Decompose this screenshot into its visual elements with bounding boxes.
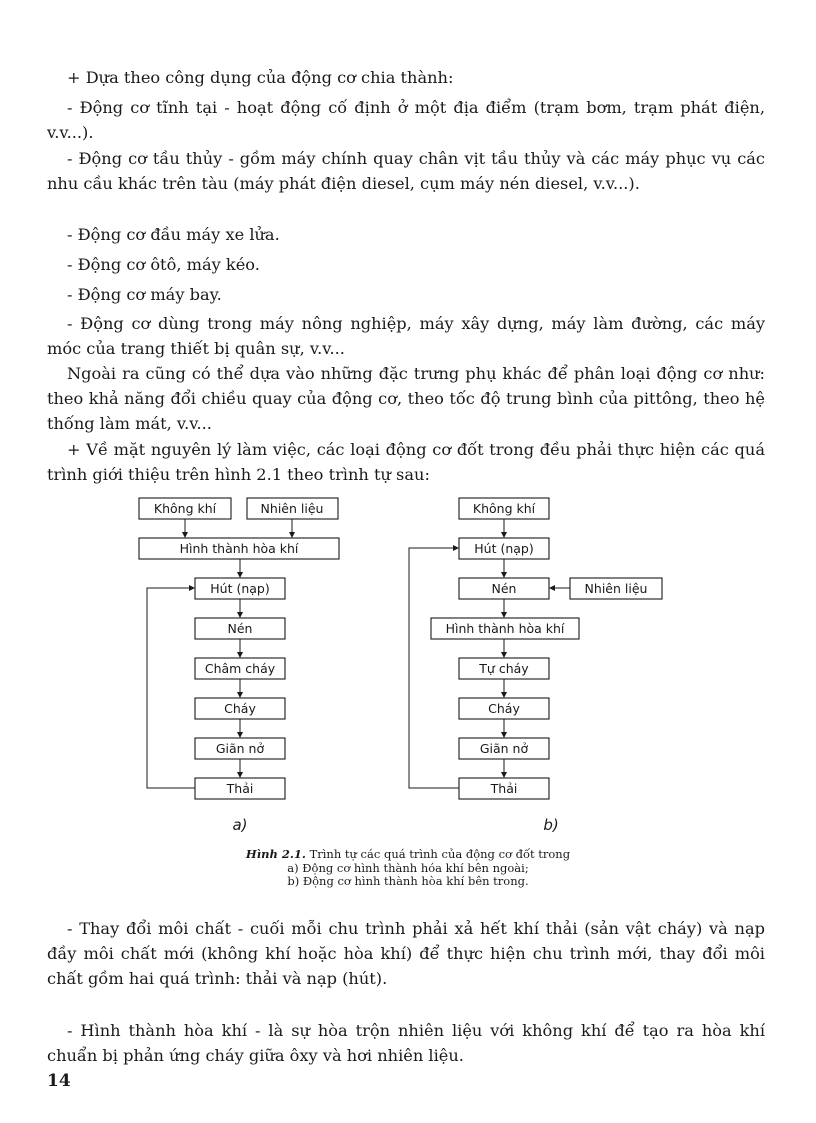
- paragraph-marine-engine: - Động cơ tầu thủy - gồm máy chính quay chân vịt tầu thủy và các máy phục vụ các nhu cầu khác trên tàu (máy phát điện diesel, cụm máy nén diesel, v.v...).: [47, 149, 765, 193]
- figure-2-1-diagram: [0, 490, 816, 840]
- paragraph-working-principle: + Về mặt nguyên lý làm việc, các loại động cơ đốt trong đều phải thực hiện các quá trình giới thiệu trên hình 2.1 theo trình tự sau:: [47, 440, 765, 484]
- a-label-ignition: Châm cháy: [204, 661, 276, 676]
- paragraph-usage-heading: + Dựa theo công dụng của động cơ chia thành:: [67, 68, 454, 87]
- b-label-expansion: Giãn nở: [479, 741, 529, 756]
- a-label-combustion: Cháy: [224, 701, 256, 716]
- paragraph-locomotive-engine: - Động cơ đầu máy xe lửa.: [67, 225, 280, 244]
- b-label-exhaust: Thải: [490, 781, 518, 796]
- diagram-b-label: b): [543, 816, 559, 834]
- caption-figure-number: Hình 2.1.: [245, 847, 306, 861]
- caption-text: Trình tự các quá trình của động cơ đốt trong: [309, 847, 571, 861]
- paragraph-other-classification: Ngoài ra cũng có thể dựa vào những đặc trưng phụ khác để phân loại động cơ như: theo khả năng đổi chiều quay của động cơ, theo tốc độ trung bình của pittông, theo hệ thống làm mát, v.v...: [47, 364, 765, 433]
- paragraph-mixture-formation: - Hình thành hòa khí - là sự hòa trộn nhiên liệu với không khí để tạo ra hòa khí chuẩn bị phản ứng cháy giữa ôxy và hơi nhiên liệu.: [47, 1021, 765, 1065]
- caption-line-a: a) Động cơ hình thành hóa khí bên ngoài;: [287, 860, 529, 875]
- paragraph-aircraft-engine: - Động cơ máy bay.: [67, 285, 222, 304]
- a-label-air: Không khí: [153, 501, 217, 516]
- paragraph-stationary-engine: - Động cơ tĩnh tại - hoạt động cố định ở một địa điểm (trạm bơm, trạm phát điện, v.v...).: [47, 98, 765, 142]
- paragraph-automobile-engine: - Động cơ ôtô, máy kéo.: [67, 255, 260, 274]
- a-label-fuel: Nhiên liệu: [260, 501, 324, 516]
- paragraph-agricultural-engine: - Động cơ dùng trong máy nông nghiệp, máy xây dựng, máy làm đường, các máy móc của trang thiết bị quân sự, v.v...: [47, 314, 765, 358]
- a-label-intake: Hút (nạp): [210, 581, 270, 596]
- b-label-fuel: Nhiên liệu: [584, 581, 648, 596]
- paragraph-change-working-fluid: - Thay đổi môi chất - cuối mỗi chu trình phải xả hết khí thải (sản vật cháy) và nạp đầy môi chất mới (không khí hoặc hòa khí) để thực hiện chu trình mới, thay đổi môi chất gồm hai quá trình: thải và nạp (hút).: [47, 919, 765, 988]
- caption-line-b: b) Động cơ hình thành hòa khí bên trong.: [287, 874, 529, 888]
- page-number: 14: [47, 1071, 71, 1091]
- b-label-mixture-formation: Hình thành hòa khí: [445, 621, 565, 636]
- b-label-air: Không khí: [472, 501, 536, 516]
- a-label-exhaust: Thải: [226, 781, 254, 796]
- a-label-mixture-formation: Hình thành hòa khí: [179, 541, 299, 556]
- figure-caption: [0, 848, 816, 889]
- caption-title-line: [0, 848, 816, 862]
- b-label-combustion: Cháy: [488, 701, 520, 716]
- b-label-self-ignition: Tự cháy: [479, 661, 529, 676]
- b-label-compression: Nén: [491, 581, 517, 596]
- a-label-compression: Nén: [227, 621, 253, 636]
- a-label-expansion: Giãn nở: [215, 741, 265, 756]
- b-label-intake: Hút (nạp): [474, 541, 534, 556]
- diagram-a-label: a): [232, 816, 248, 834]
